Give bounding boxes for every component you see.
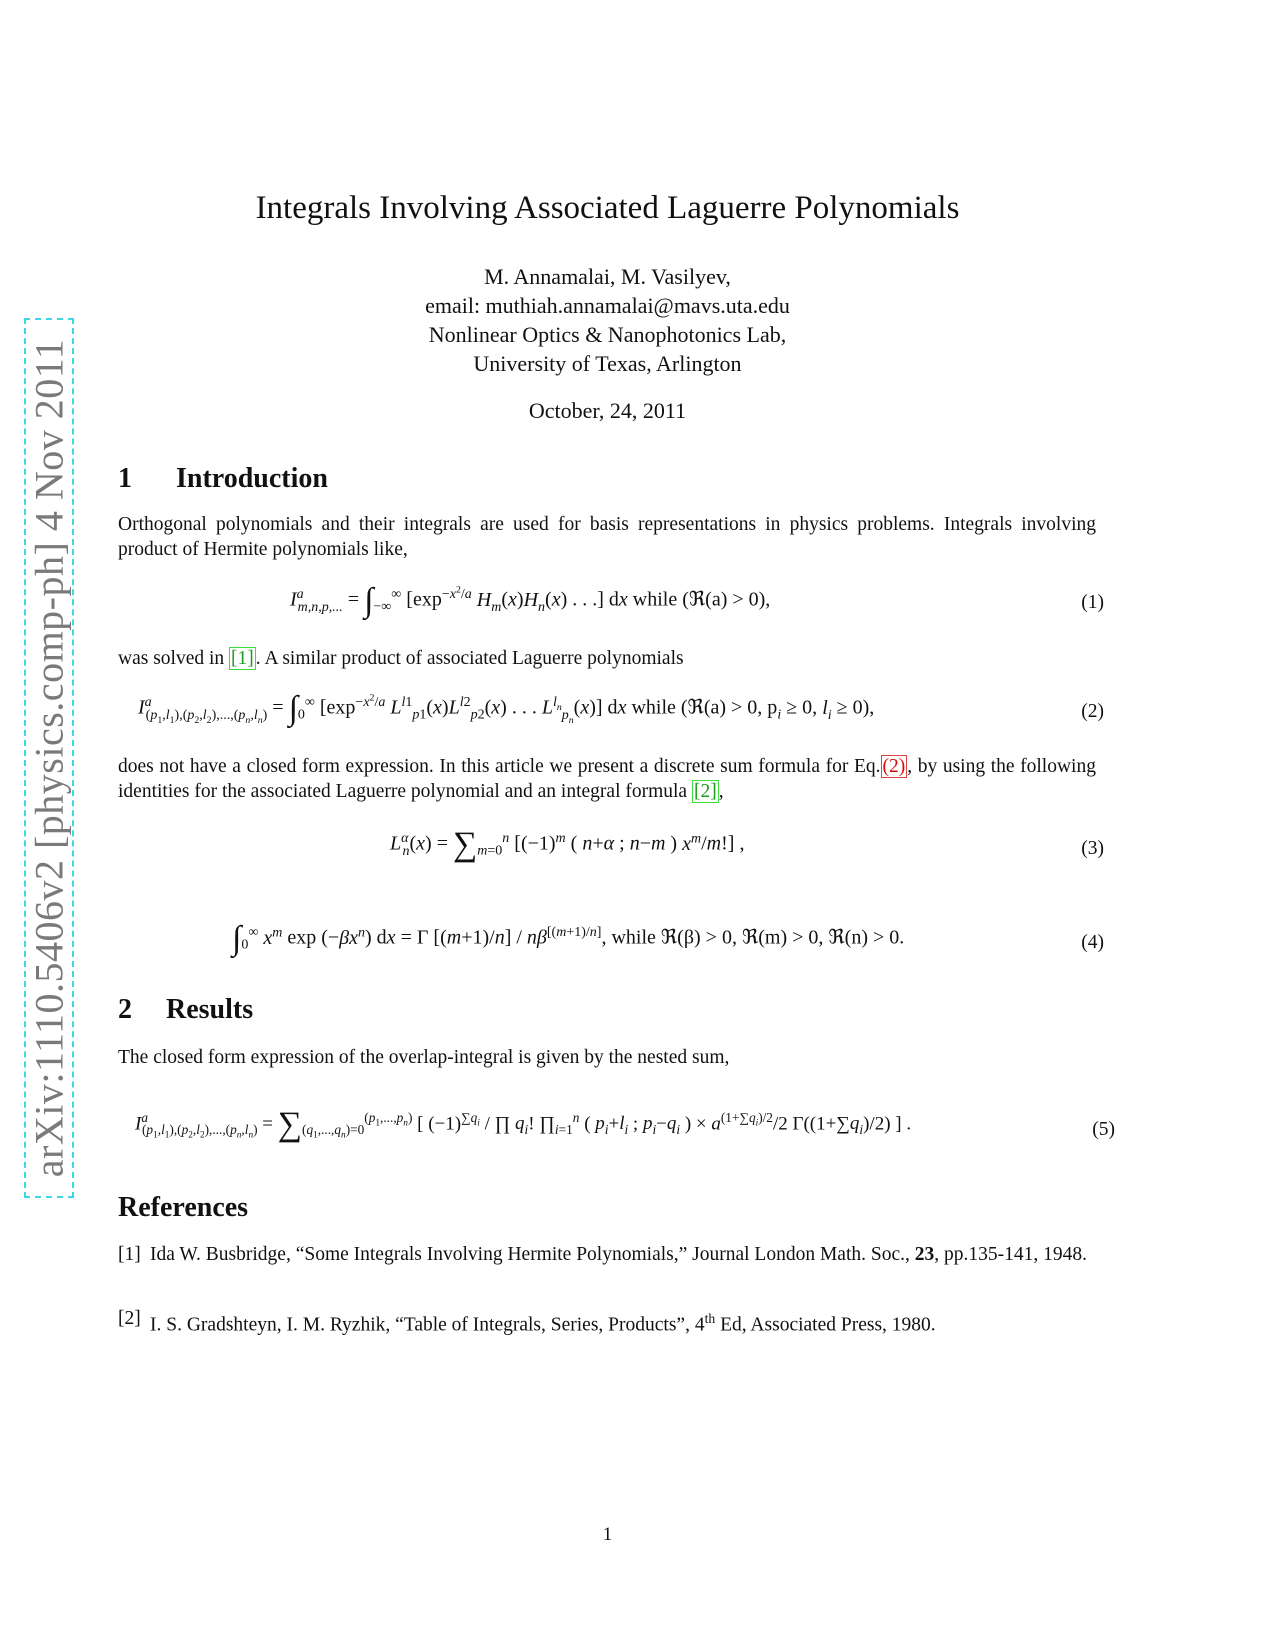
results-paragraph: The closed form expression of the overlap-integral is given by the nested sum, [118, 1047, 730, 1068]
reference-rest-b: Ed, Associated Press, 1980. [715, 1314, 936, 1336]
arxiv-stamp [24, 318, 74, 1198]
equation-ref-link[interactable]: (2) [882, 756, 906, 777]
citation-link-1[interactable]: [1] [231, 648, 254, 669]
p2-text-a: was solved in [118, 648, 230, 669]
equation-4: $\int_0^\infty$ $x^m$ $\exp (-\beta x^n)$ dx = Γ [(m+1)/n] / nβ[(m+1)/n], while ℜ(β) > 0, ℜ(m) > 0, ℜ(n) > 0. [232, 920, 905, 957]
equation-2: $I^a_{(p_1,l_1),(p_2,l_2),...,(p_n,l_n)} = \int_0^\infty$ [$\exp^{-x^2/a}$ $L^{l1}_{p1}(x)L^{l2}_{p2}(x)$ . . . $L^{l_n}_{p_n}(x)$] dx while (ℜ(a) > 0, $p_i \ge 0$, $l_i \ge 0$), [138, 690, 875, 727]
citation-link-2[interactable]: [2] [693, 781, 717, 802]
equation-number-1: (1) [1081, 592, 1104, 613]
section-title: Results [166, 994, 254, 1025]
eq2-condition: while (ℜ(a) > 0, p [631, 696, 778, 719]
reference-label: [2] [118, 1308, 141, 1329]
eq1-condition: while (ℜ(a) > 0), [632, 588, 771, 611]
p3-text-b: , by using the following identities for the associated Laguerre polynomial and an integral formula [118, 756, 1096, 802]
p3-text-c: , [718, 781, 724, 802]
reference-rest-a: , 4 [685, 1314, 705, 1336]
reference-item-1 [118, 1242, 1096, 1267]
reference-title: “Some Integrals Involving Hermite Polynomials,” [295, 1244, 688, 1265]
paper-title: Integrals Involving Associated Laguerre Polynomials [255, 190, 960, 226]
reference-title: “Table of Integrals, Series, Products” [395, 1314, 686, 1336]
reference-superscript: th [704, 1311, 716, 1326]
p3-text-a: does not have a closed form expression. In this article we present a discrete sum formula for Eq. [118, 756, 881, 777]
section-heading-introduction [118, 463, 328, 495]
equation-number-4: (4) [1081, 932, 1104, 953]
section-number: 1 [118, 463, 132, 494]
section-title: Introduction [176, 463, 328, 494]
equation-number-3: (3) [1081, 838, 1104, 859]
section-heading-results [118, 994, 253, 1026]
author-lab: Nonlinear Optics & Nanophotonics Lab, [428, 322, 787, 347]
reference-authors: I. S. Gradshteyn, I. M. Ryzhik, [150, 1314, 396, 1336]
equation-5: $I^a_{(p_1,l_1),(p_2,l_2),...,(p_n,l_n)} = \sum_{(q_1,...,q_n)=0}^{(p_1,...,p_n)}$ [ $(-1)^{\sum q_i}$ / ∏ $q_i$! $\prod_{i=1}^n$ ( $p_i+l_i$ ; $p_i-q_i$ ) × $a^{(1+\sum q_i)/2}/2$ $\Gamma((1+\sum q_i)/2)$ ] . [135, 1106, 912, 1143]
paper-date: October, 24, 2011 [528, 398, 687, 423]
equation-3: $L^\alpha_n(x) = \sum_{m=0}^n$ [$(-1)^m$ ( n+α ; n−m ) $x^m/m$!] , [390, 826, 745, 863]
reference-authors: Ida W. Busbridge, [150, 1244, 296, 1265]
author-university: University of Texas, Arlington [473, 351, 742, 376]
intro-paragraph-3 [118, 754, 1096, 804]
page-number: 1 [602, 1524, 613, 1545]
intro-paragraph-1: Orthogonal polynomials and their integrals are used for basis representations in physics problems. Integrals involving product of Hermite polynomials like, [118, 514, 1096, 560]
equation-1: $I^a_{m,n,p,...} = \int_{-\infty}^\infty$ [$\exp^{-x^2/a}$ $H_m(x)H_n(x)$ . . .] dx while (ℜ(a) > 0), [290, 582, 771, 619]
author-email: email: muthiah.annamalai@mavs.uta.edu [425, 293, 790, 318]
reference-rest: , pp.135-141, 1948. [934, 1244, 1087, 1265]
author-block [0, 262, 1215, 378]
reference-journal: Journal London Math. Soc., [687, 1244, 915, 1265]
reference-item-2 [118, 1306, 1096, 1338]
p2-text-b: . A similar product of associated Laguerre polynomials [255, 648, 684, 669]
intro-paragraph-2 [118, 646, 1096, 671]
reference-volume: 23 [914, 1244, 935, 1265]
author-names: M. Annamalai, M. Vasilyev, [484, 264, 731, 289]
section-number: 2 [118, 994, 132, 1025]
eq4-condition: while ℜ(β) > 0, ℜ(m) > 0, ℜ(n) > 0. [611, 926, 905, 949]
reference-label: [1] [118, 1244, 141, 1265]
equation-number-2: (2) [1081, 701, 1104, 722]
references-heading: References [118, 1192, 249, 1223]
arxiv-stamp-text: arXiv:1110.5406v2 [physics.comp-ph] 4 Nov 2011 [26, 338, 72, 1178]
equation-number-5: (5) [1092, 1119, 1115, 1140]
